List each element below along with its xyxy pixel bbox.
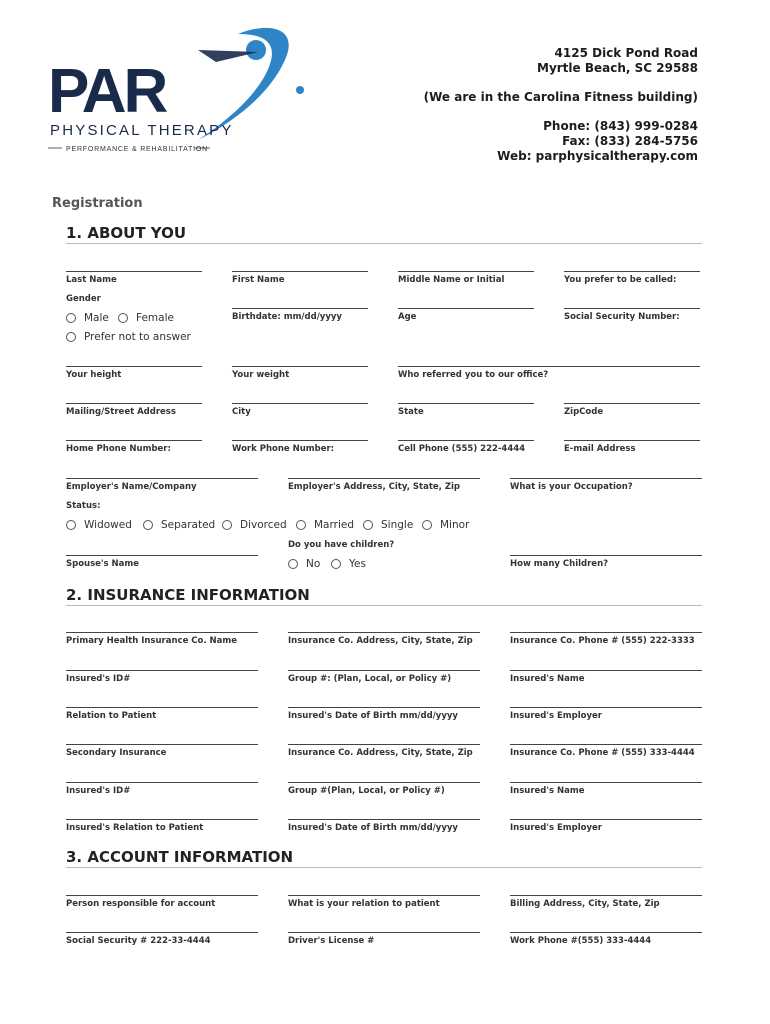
- occupation-field[interactable]: What is your Occupation?: [510, 478, 702, 492]
- radio-icon[interactable]: [143, 520, 153, 530]
- radio-icon[interactable]: [66, 313, 76, 323]
- state-field[interactable]: State: [398, 403, 534, 417]
- radio-icon[interactable]: [66, 520, 76, 530]
- email-field[interactable]: E-mail Address: [564, 440, 700, 454]
- group-number-field[interactable]: Group #: (Plan, Local, or Policy #): [288, 670, 480, 684]
- city-field[interactable]: City: [232, 403, 368, 417]
- employer-address-field[interactable]: Employer's Address, City, State, Zip: [288, 478, 480, 492]
- drivers-license-field[interactable]: Driver's License #: [288, 932, 480, 946]
- street-address-field[interactable]: Mailing/Street Address: [66, 403, 202, 417]
- section-insurance-rule: [66, 605, 702, 606]
- radio-icon[interactable]: [288, 559, 298, 569]
- work-phone-field[interactable]: Work Phone Number:: [232, 440, 368, 454]
- height-field[interactable]: Your height: [66, 366, 202, 380]
- account-work-phone-field[interactable]: Work Phone #(555) 333-4444: [510, 932, 702, 946]
- insured-dob-field[interactable]: Insured's Date of Birth mm/dd/yyyy: [288, 707, 480, 721]
- children-count-field[interactable]: How many Children?: [510, 555, 702, 569]
- gender-male-option[interactable]: Male: [66, 312, 109, 324]
- secondary-insured-relation-field[interactable]: Insured's Relation to Patient: [66, 819, 258, 833]
- home-phone-field[interactable]: Home Phone Number:: [66, 440, 202, 454]
- children-question: Do you have children?: [288, 540, 395, 550]
- phone: Phone: (843) 999-0284: [543, 119, 698, 133]
- radio-icon[interactable]: [331, 559, 341, 569]
- cell-phone-field[interactable]: Cell Phone (555) 222-4444: [398, 440, 534, 454]
- section-about-title: 1. ABOUT YOU: [66, 224, 187, 242]
- secondary-insured-employer-field[interactable]: Insured's Employer: [510, 819, 702, 833]
- gender-female-option[interactable]: Female: [118, 312, 174, 324]
- secondary-insurance-field[interactable]: Secondary Insurance: [66, 744, 258, 758]
- status-divorced-option[interactable]: Divorced: [222, 519, 287, 531]
- spouse-name-field[interactable]: Spouse's Name: [66, 555, 258, 569]
- primary-insurance-phone-field[interactable]: Insurance Co. Phone # (555) 222-3333: [510, 632, 702, 646]
- age-field[interactable]: Age: [398, 308, 534, 322]
- responsible-person-field[interactable]: Person responsible for account: [66, 895, 258, 909]
- section-account-rule: [66, 867, 702, 868]
- insured-id-field[interactable]: Insured's ID#: [66, 670, 258, 684]
- registration-heading: Registration: [52, 196, 143, 211]
- secondary-insurance-phone-field[interactable]: Insurance Co. Phone # (555) 333-4444: [510, 744, 702, 758]
- weight-field[interactable]: Your weight: [232, 366, 368, 380]
- ssn-field[interactable]: Social Security Number:: [564, 308, 700, 322]
- zip-field[interactable]: ZipCode: [564, 403, 700, 417]
- secondary-insured-id-field[interactable]: Insured's ID#: [66, 782, 258, 796]
- secondary-insured-dob-field[interactable]: Insured's Date of Birth mm/dd/yyyy: [288, 819, 480, 833]
- last-name-field[interactable]: Last Name: [66, 271, 202, 285]
- primary-insurance-address-field[interactable]: Insurance Co. Address, City, State, Zip: [288, 632, 480, 646]
- svg-text:PHYSICAL THERAPY: PHYSICAL THERAPY: [50, 122, 234, 139]
- address-line-1: 4125 Dick Pond Road: [554, 46, 698, 60]
- building-note: (We are in the Carolina Fitness building): [423, 90, 698, 104]
- radio-icon[interactable]: [296, 520, 306, 530]
- birthdate-field[interactable]: Birthdate: mm/dd/yyyy: [232, 308, 368, 322]
- billing-address-field[interactable]: Billing Address, City, State, Zip: [510, 895, 702, 909]
- status-widowed-option[interactable]: Widowed: [66, 519, 132, 531]
- section-insurance-title: 2. INSURANCE INFORMATION: [66, 586, 310, 604]
- secondary-group-number-field[interactable]: Group #(Plan, Local, or Policy #): [288, 782, 480, 796]
- status-single-option[interactable]: Single: [363, 519, 413, 531]
- status-label: Status:: [66, 501, 101, 511]
- primary-insurance-field[interactable]: Primary Health Insurance Co. Name: [66, 632, 258, 646]
- account-ssn-field[interactable]: Social Security # 222-33-4444: [66, 932, 258, 946]
- secondary-insured-name-field[interactable]: Insured's Name: [510, 782, 702, 796]
- radio-icon[interactable]: [222, 520, 232, 530]
- par-logo: [48, 22, 318, 157]
- secondary-insurance-address-field[interactable]: Insurance Co. Address, City, State, Zip: [288, 744, 480, 758]
- insured-employer-field[interactable]: Insured's Employer: [510, 707, 702, 721]
- relation-field[interactable]: What is your relation to patient: [288, 895, 480, 909]
- employer-field[interactable]: Employer's Name/Company: [66, 478, 258, 492]
- radio-icon[interactable]: [422, 520, 432, 530]
- section-about-rule: [66, 243, 702, 244]
- preferred-name-field[interactable]: You prefer to be called:: [564, 271, 700, 285]
- radio-icon[interactable]: [118, 313, 128, 323]
- address-line-2: Myrtle Beach, SC 29588: [537, 61, 698, 75]
- children-no-option[interactable]: No: [288, 558, 320, 570]
- status-minor-option[interactable]: Minor: [422, 519, 469, 531]
- referred-by-field[interactable]: Who referred you to our office?: [398, 366, 700, 380]
- section-account-title: 3. ACCOUNT INFORMATION: [66, 848, 294, 866]
- insured-name-field[interactable]: Insured's Name: [510, 670, 702, 684]
- middle-name-field[interactable]: Middle Name or Initial: [398, 271, 534, 285]
- radio-icon[interactable]: [66, 332, 76, 342]
- svg-text:PAR: PAR: [48, 57, 166, 126]
- first-name-field[interactable]: First Name: [232, 271, 368, 285]
- children-yes-option[interactable]: Yes: [331, 558, 366, 570]
- status-separated-option[interactable]: Separated: [143, 519, 215, 531]
- radio-icon[interactable]: [363, 520, 373, 530]
- status-married-option[interactable]: Married: [296, 519, 354, 531]
- website: Web: parphysicaltherapy.com: [497, 149, 698, 163]
- gender-label: Gender: [66, 294, 101, 304]
- fax: Fax: (833) 284-5756: [562, 134, 698, 148]
- svg-text:PERFORMANCE & REHABILITATION: PERFORMANCE & REHABILITATION: [66, 146, 208, 153]
- gender-no-answer-option[interactable]: Prefer not to answer: [66, 331, 191, 343]
- relation-to-patient-field[interactable]: Relation to Patient: [66, 707, 258, 721]
